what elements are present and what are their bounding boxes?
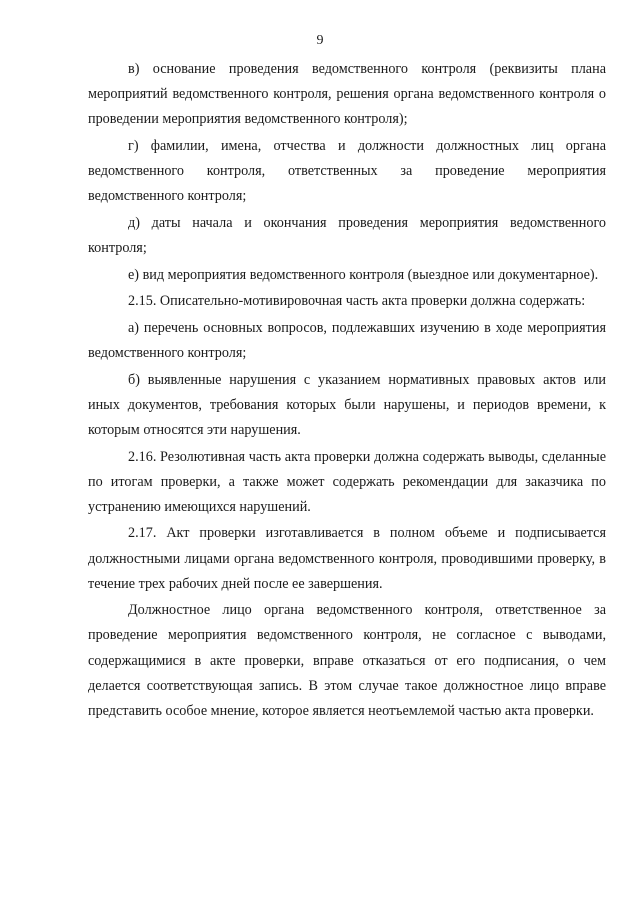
paragraph-clause-2-15: 2.15. Описательно-мотивировочная часть акта проверки должна содержать: — [128, 293, 586, 310]
paragraph-item-d: д) даты начала и окончания проведения мероприятия ведомственного контроля; — [88, 214, 606, 256]
paragraph-clause-2-17: 2.17. Акт проверки изготавливается в полном объеме и подписывается должностными лицами органа ведомственного контроля, проводившими проверку, в течение трех рабочих дней после ее завершения. — [88, 525, 606, 592]
paragraph-official-dissent: Должностное лицо органа ведомственного контроля, ответственное за проведение мероприятия ведомственного контроля, не согласное с выводами, содержащимися в акте проверки, вправе отказаться от его подписания, о чем делается соответствующая запись. В этом случае такое должностное лицо вправе представить особое мнение, которое является неотъемлемой частью акта проверки. — [88, 602, 606, 719]
paragraph-item-g: г) фамилии, имена, отчества и должности должностных лиц органа ведомственного контроля, ответственных за проведение мероприятия ведомственного контроля; — [88, 137, 606, 205]
paragraph-item-a: а) перечень основных вопросов, подлежавших изучению в ходе мероприятия ведомственного контроля; — [88, 319, 606, 361]
paragraph-clause-2-16: 2.16. Резолютивная часть акта проверки должна содержать выводы, сделанные по итогам проверки, а также может содержать рекомендации для заказчика по устранению имеющихся нарушений. — [88, 448, 606, 515]
paragraph-item-e: е) вид мероприятия ведомственного контроля (выездное или документарное). — [128, 266, 599, 283]
page-number: 9 — [316, 33, 324, 48]
document-body — [88, 57, 606, 725]
paragraph-item-v: в) основание проведения ведомственного контроля (реквизиты плана мероприятий ведомственного контроля, решения органа ведомственного контроля о проведении мероприятия ведомственного контроля); — [88, 61, 606, 128]
paragraph-item-b: б) выявленные нарушения с указанием нормативных правовых актов или иных документов, требования которых были нарушены, и периодов времени, к которым относятся эти нарушения. — [88, 371, 606, 438]
